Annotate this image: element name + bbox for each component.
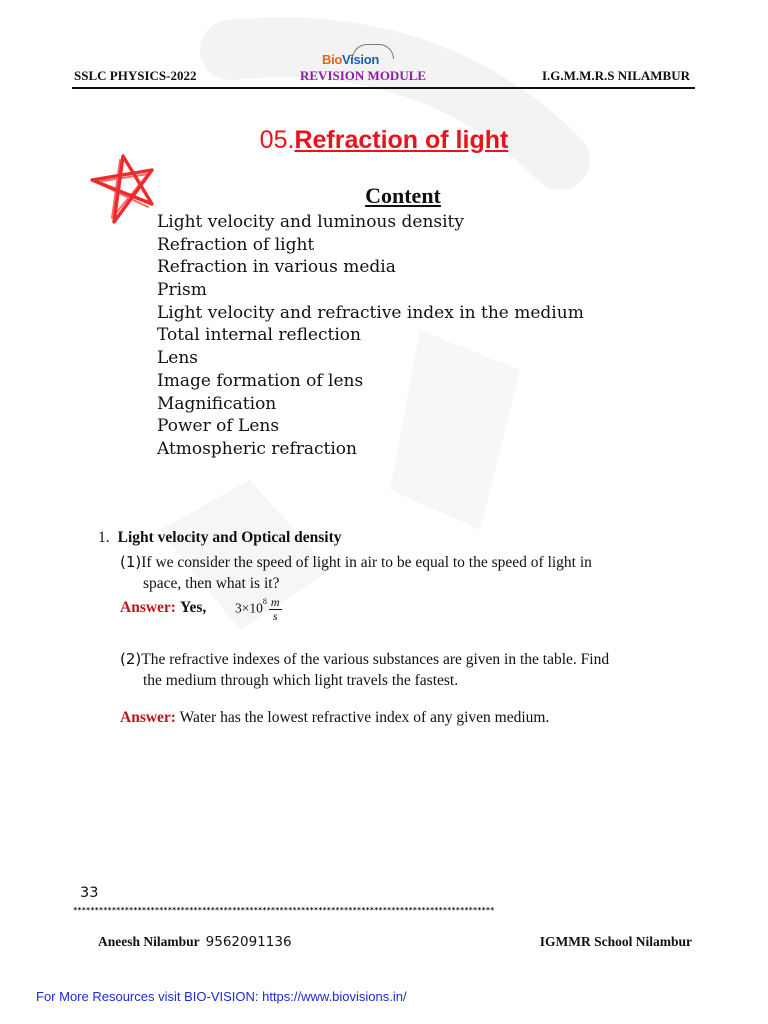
chapter-title bbox=[0, 126, 768, 155]
answer-1 bbox=[120, 599, 206, 617]
answer-yes: Yes, bbox=[179, 599, 207, 616]
section-heading bbox=[98, 529, 342, 547]
resources-link[interactable]: For More Resources visit BIO-VISION: https://www.biovisions.in/ bbox=[36, 989, 407, 1004]
question-text-line2: space, then what is it? bbox=[143, 575, 280, 592]
logo-text bbox=[322, 52, 379, 67]
formula-base: 3×10 bbox=[235, 600, 263, 616]
content-item: Refraction in various media bbox=[157, 257, 396, 278]
content-item: Lens bbox=[157, 348, 199, 369]
logo-vision: Vision bbox=[342, 52, 380, 67]
answer-label: Answer: bbox=[120, 709, 176, 726]
biovision-logo bbox=[322, 44, 404, 68]
speed-formula bbox=[235, 596, 282, 623]
question-text-line1: If we consider the speed of light in air to be equal to the speed of light in bbox=[141, 554, 592, 571]
question-1 bbox=[120, 552, 690, 594]
question-text-line2: the medium through which light travels the fastest. bbox=[143, 672, 459, 689]
formula-numerator: m bbox=[270, 595, 280, 609]
answer-text: Water has the lowest refractive index of any given medium. bbox=[179, 709, 550, 726]
content-item: Refraction of light bbox=[157, 234, 315, 255]
content-item: Total internal reflection bbox=[157, 325, 361, 346]
content-list bbox=[157, 211, 584, 461]
chapter-number: 05. bbox=[259, 126, 295, 154]
content-item: Prism bbox=[157, 280, 207, 301]
content-item: Atmospheric refraction bbox=[157, 438, 357, 459]
section-title: Light velocity and Optical density bbox=[117, 529, 342, 546]
content-item: Light velocity and luminous density bbox=[157, 212, 464, 232]
question-number: (1) bbox=[120, 553, 142, 571]
formula-denominator: s bbox=[272, 609, 278, 623]
section-number: 1. bbox=[98, 529, 110, 546]
content-item: Power of Lens bbox=[157, 416, 280, 437]
header-course: SSLC PHYSICS-2022 bbox=[74, 68, 197, 83]
footer-author bbox=[98, 934, 292, 950]
content-item: Magnification bbox=[157, 393, 277, 414]
header-module: REVISION MODULE bbox=[300, 68, 427, 83]
footer-separator: ************************************************************************************************** bbox=[73, 905, 495, 914]
chapter-title-text: Refraction of light bbox=[294, 126, 509, 154]
question-number: (2) bbox=[120, 650, 142, 668]
formula-fraction bbox=[269, 596, 282, 623]
header-rule bbox=[72, 87, 695, 89]
author-phone: 9562091136 bbox=[205, 934, 292, 950]
author-name: Aneesh Nilambur bbox=[98, 934, 200, 949]
logo-bio: Bio bbox=[322, 52, 343, 67]
content-item: Light velocity and refractive index in the medium bbox=[157, 302, 584, 323]
content-heading: Content bbox=[365, 183, 441, 208]
answer-2 bbox=[120, 709, 549, 727]
page-number: 33 bbox=[80, 885, 99, 901]
formula-exponent: 8 bbox=[262, 597, 267, 607]
answer-label: Answer: bbox=[120, 599, 176, 616]
content-item: Image formation of lens bbox=[157, 370, 364, 391]
question-text-line1: The refractive indexes of the various substances are given in the table. Find bbox=[141, 651, 610, 668]
question-2 bbox=[120, 649, 695, 691]
footer-school: IGMMR School Nilambur bbox=[539, 934, 692, 949]
header-school: I.G.M.M.R.S NILAMBUR bbox=[541, 68, 690, 83]
